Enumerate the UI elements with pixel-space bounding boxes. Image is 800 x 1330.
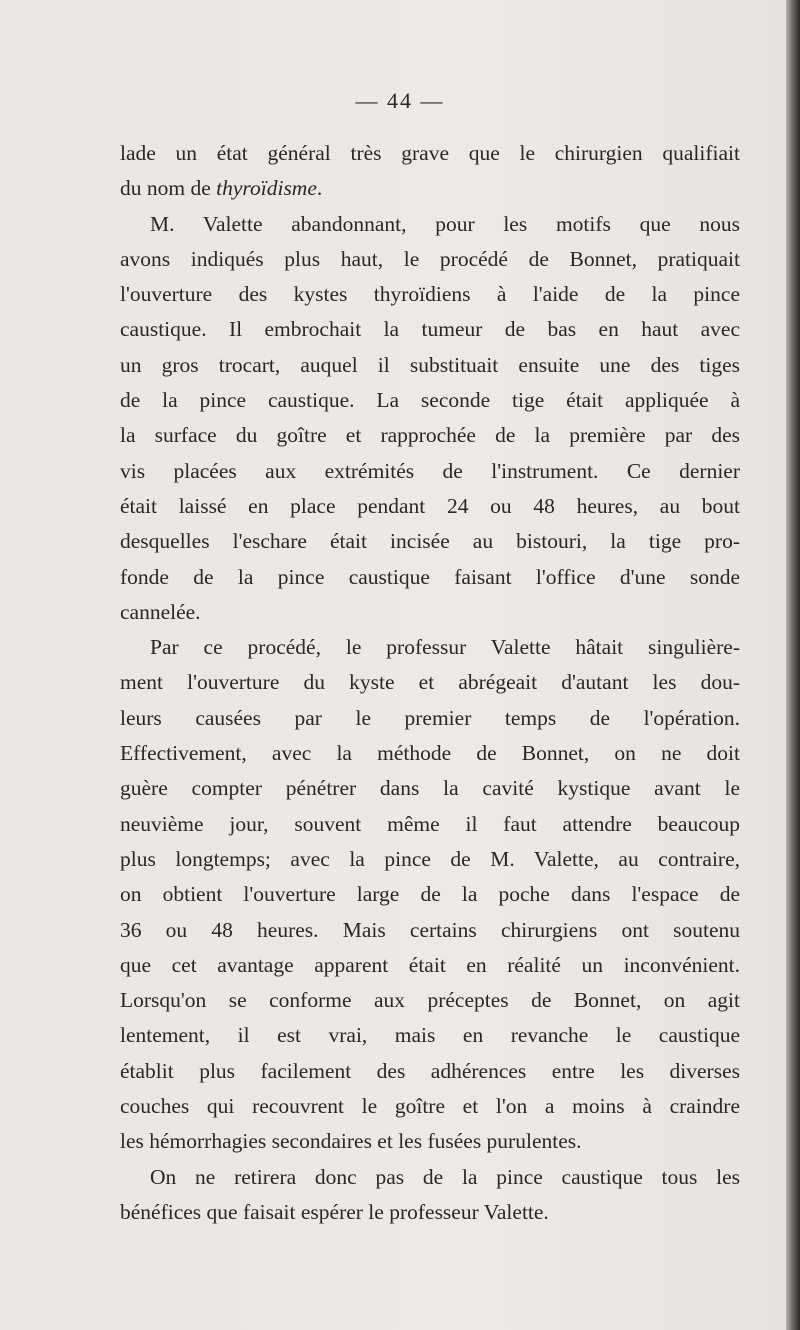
text-fragment: . [316, 176, 323, 201]
text-line: que cet avantage apparent était en réalité un inconvénient. [120, 952, 740, 977]
text-line: l'ouverture des kystes thyroïdiens à l'aide de la pince [120, 282, 740, 307]
text-line: vis placées aux extrémités de l'instrument. Ce dernier [120, 458, 740, 483]
paragraph-3 [120, 630, 740, 1159]
text-line: guère compter pénétrer dans la cavité kystique avant le [120, 776, 740, 801]
page-edge-shadow [786, 0, 800, 1330]
text-line: bénéfices que faisait espérer le professeur Valette. [120, 1199, 549, 1224]
text-line: fonde de la pince caustique faisant l'office d'une sonde [120, 564, 740, 589]
text-line: M. Valette abandonnant, pour les motifs que nous [150, 211, 740, 236]
text-line: on obtient l'ouverture large de la poche dans l'espace de [120, 882, 740, 907]
text-line: cannelée. [120, 599, 201, 624]
text-line: Effectivement, avec la méthode de Bonnet, on ne doit [120, 741, 740, 766]
text-line: Lorsqu'on se conforme aux préceptes de Bonnet, on agit [120, 988, 740, 1013]
text-line: Par ce procédé, le professur Valette hâtait singulière- [150, 635, 740, 660]
paragraph-4 [120, 1160, 740, 1231]
text-line: On ne retirera donc pas de la pince caustique tous les [150, 1164, 740, 1189]
text-line: desquelles l'eschare était incisée au bistouri, la tige pro- [120, 529, 740, 554]
text-line: de la pince caustique. La seconde tige était appliquée à [120, 388, 740, 413]
italic-term: thyroïdisme [216, 176, 317, 201]
body-text [120, 136, 740, 1230]
text-line: un gros trocart, auquel il substituait ensuite une des tiges [120, 352, 740, 377]
text-line: avons indiqués plus haut, le procédé de Bonnet, pratiquait [120, 246, 740, 271]
text-line: était laissé en place pendant 24 ou 48 heures, au bout [120, 493, 740, 518]
text-line: couches qui recouvrent le goître et l'on a moins à craindre [120, 1094, 740, 1119]
text-line: neuvième jour, souvent même il faut attendre beaucoup [120, 811, 740, 836]
page-number: — 44 — [355, 88, 445, 113]
text-line: lade un état général très grave que le chirurgien qualifiait [120, 141, 740, 165]
paragraph-2 [120, 207, 740, 631]
text-line: plus longtemps; avec la pince de M. Valette, au contraire, [120, 846, 740, 871]
text-line: leurs causées par le premier temps de l'opération. [120, 705, 740, 730]
text-line: lentement, il est vrai, mais en revanche le caustique [120, 1023, 740, 1048]
text-fragment: du nom de [120, 176, 217, 201]
text-line: ment l'ouverture du kyste et abrégeait d'autant les dou- [120, 670, 740, 695]
text-line: les hémorrhagies secondaires et les fusées purulentes. [120, 1129, 582, 1154]
text-line [120, 171, 740, 206]
text-line: caustique. Il embrochait la tumeur de bas en haut avec [120, 317, 740, 342]
text-line: 36 ou 48 heures. Mais certains chirurgiens ont soutenu [120, 917, 740, 942]
text-line: la surface du goître et rapprochée de la première par des [120, 423, 740, 448]
text-line: établit plus facilement des adhérences entre les diverses [120, 1058, 740, 1083]
paragraph-1 [120, 136, 740, 207]
